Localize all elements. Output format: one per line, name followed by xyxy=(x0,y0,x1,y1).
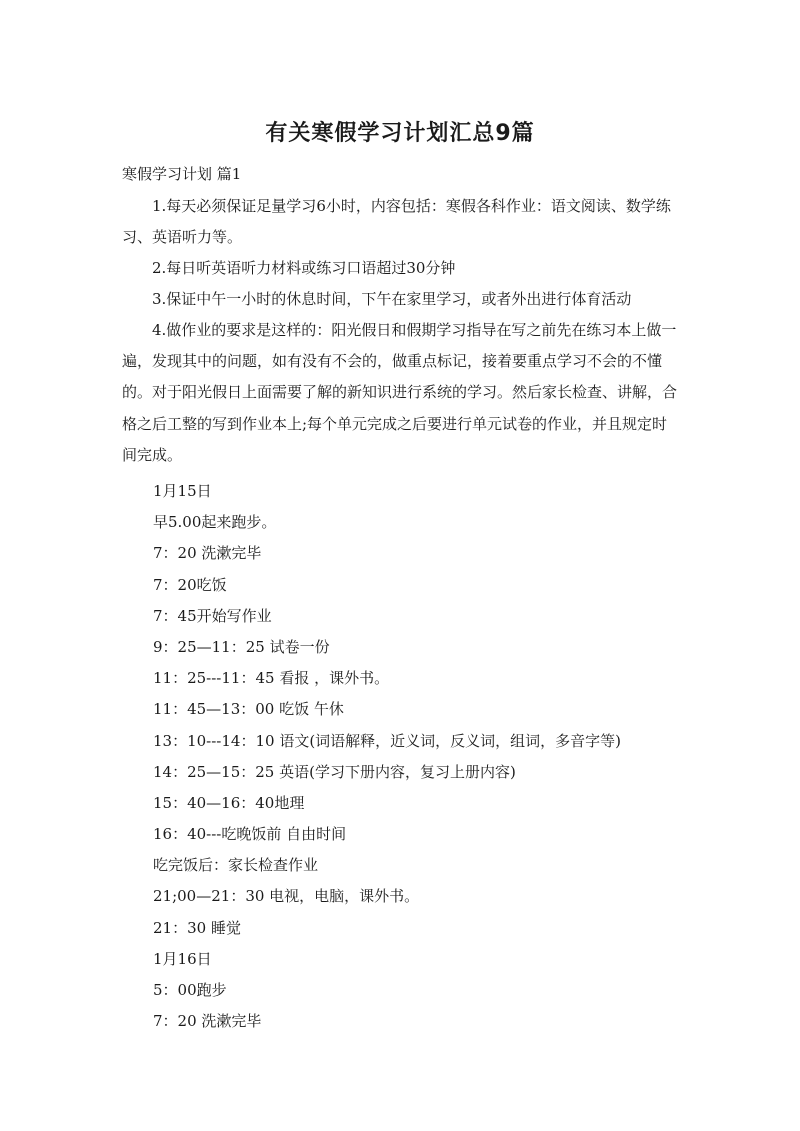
schedule-date: 1月15日 xyxy=(153,482,212,500)
schedule-entry: 15：40—16：40地理 xyxy=(153,793,305,812)
plan-item-4: 4.做作业的要求是这样的：阳光假日和假期学习指导在写之前先在练习本上做一遍，发现其中的问题，如有没有不会的，做重点标记，接着要重点学习不会的不懂的。对于阳光假日上面需要了解的新知识进行系统的学习。然后家长检查、讲解，合格之后工整的写到作业本上;每个单元完成之后要进行单元试卷的作业，并且规定时间完成。 xyxy=(122,321,678,464)
schedule-entry: 21;00—21：30 电视，电脑，课外书。 xyxy=(153,887,420,906)
schedule-entry: 11：45—13：00 吃饭 午休 xyxy=(153,700,344,719)
schedule-entry: 吃完饭后：家长检查作业 xyxy=(153,856,319,875)
schedule-entry: 9：25—11：25 试卷一份 xyxy=(153,637,330,656)
daily-schedule xyxy=(153,476,621,1037)
schedule-entry: 5：00跑步 xyxy=(153,981,227,999)
plan-item-3: 3.保证中午一小时的休息时间，下午在家里学习，或者外出进行体育活动 xyxy=(152,290,632,308)
schedule-entry: 16：40---吃晚饭前 自由时间 xyxy=(153,825,347,844)
plan-item-1: 1.每天必须保证足量学习6小时，内容包括：寒假各科作业：语文阅读、数学练习、英语听力等。 xyxy=(122,197,671,247)
schedule-entry: 早5.00起来跑步。 xyxy=(153,513,277,532)
schedule-entry: 21：30 睡觉 xyxy=(153,918,241,937)
schedule-entry: 14：25—15：25 英语(学习下册内容，复习上册内容) xyxy=(153,762,516,781)
schedule-entry: 7：20 洗漱完毕 xyxy=(153,544,262,563)
schedule-entry: 7：20吃饭 xyxy=(153,575,227,594)
schedule-date: 1月16日 xyxy=(153,949,212,968)
document-title: 有关寒假学习计划汇总9篇 xyxy=(265,121,535,146)
schedule-entry: 7：20 洗漱完毕 xyxy=(153,1012,262,1031)
plan-item-2: 2.每日听英语听力材料或练习口语超过30分钟 xyxy=(152,259,456,277)
section-heading: 寒假学习计划 篇1 xyxy=(122,165,242,183)
schedule-entry: 11：25---11：45 看报 ，课外书。 xyxy=(153,669,390,688)
schedule-entry: 7：45开始写作业 xyxy=(153,606,272,625)
schedule-entry: 13：10---14：10 语文(词语解释，近义词，反义词，组词，多音字等) xyxy=(153,731,622,750)
